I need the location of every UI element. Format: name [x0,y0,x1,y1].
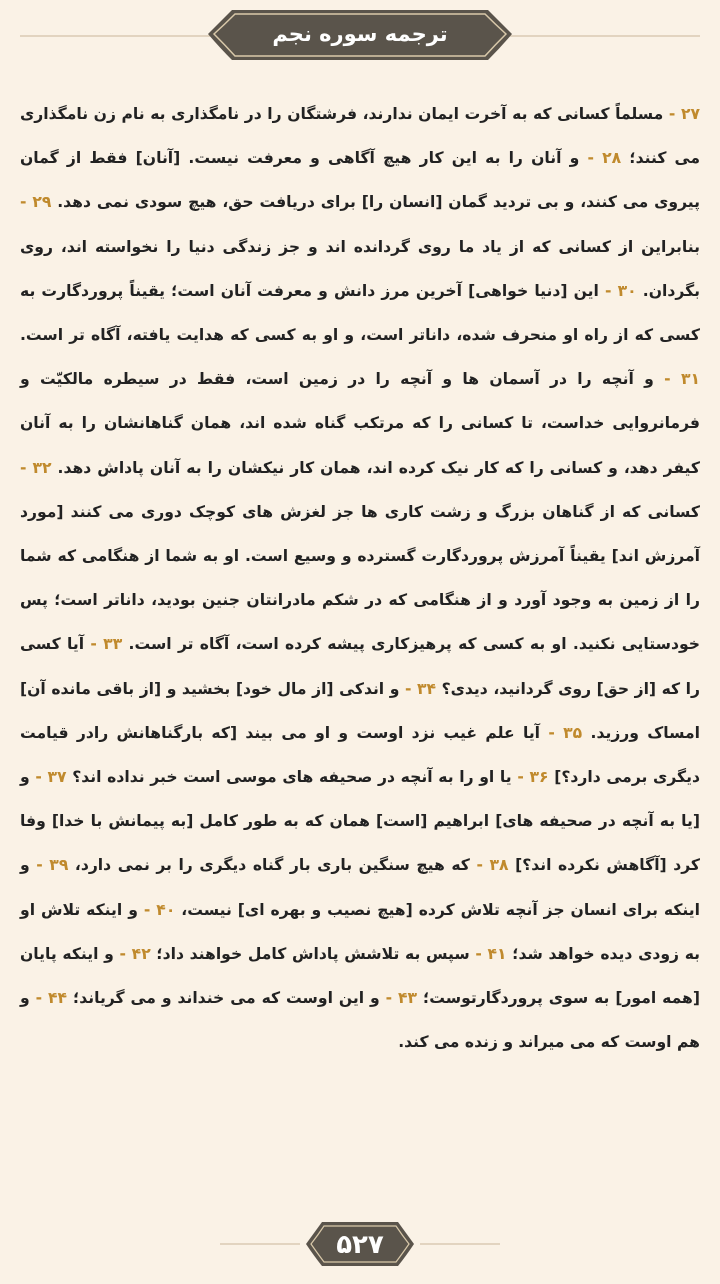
verse-number: ۳۹ - [29,856,69,875]
verse-number: ۲۸ - [579,149,622,168]
verse-number: ۲۹ - [20,193,52,212]
verse-number: ۳۴ - [399,679,437,698]
verse-text: مسلماً کسانی که به آخرت ایمان ندارند، فرشتگان را در نامگذاری به نام زن نامگذاری می کنند؛ [20,105,700,168]
verse-number: ۴۱ - [469,944,507,963]
verse-number: ۳۷ - [29,768,67,787]
verse-text: آیا کسی را که [از حق] روی گردانید، دیدی؟ [20,635,700,698]
verse-text: و اینکه برای انسان جز آنچه تلاش کرده [هیچ نصیب و بهره ای] نیست، [20,856,700,919]
verse-number: ۳۰ - [598,281,637,300]
verse-text: بنابراین از کسانی که از یاد ما روی گردانده اند و جز زندگی دنیا را نخواسته اند، روی بگردان. [20,237,701,300]
verse-text: آیا علم غیب نزد اوست و او می بیند [که بارگناهانش رادر قیامت دیگری برمی دارد؟] [20,723,700,787]
verse-text: این [دنیا خواهی] آخرین مرز دانش و معرفت آنان است؛ یقیناً پروردگارت به کسی که از راه او منحرف شده، داناتر است، و او به کسی که هدایت یافته، آگاه تر است. [20,281,700,345]
verse-text: و این اوست که می خنداند و می گریاند؛ [67,989,380,1008]
verse-number: ۳۸ - [469,856,509,875]
verse-text: و آنچه را در آسمان ها و آنچه را در زمین است، فقط در سیطره مالکیّت و فرمانروایی خداست، تا کسانی را که مرتکب گناه شده اند، همان گناهانشان را به آنان کیفر دهد، و کسانی را که کار نیک کرده اند، همان کار نیکشان را به آنان پاداش دهد. [20,370,700,477]
verse-text: کسانی که از گناهان بزرگ و زشت کاری ها جز لغزش های کوچک دوری می کنند [مورد آمرزش اند] یقیناً آمرزش پروردگارت گسترده و وسیع است. او به شما از هنگامی که شما را از زمین به وجود آورد و از هنگامی که در شکم مادرانتان جنین بودید، داناتر است؛ پس خودستایی نکنید. او به کسی که پرهیزکاری پیشه کرده است، آگاه تر است. [20,502,700,654]
verse-number: ۲۷ - [663,105,700,123]
title-banner [0,0,720,80]
verse-text: و اینکه پایان [همه امور] به سوی پروردگارتوست؛ [20,944,700,1008]
verse-text: سپس به تلاشش پاداش کامل خواهند داد؛ [150,944,470,963]
verse-number: ۳۱ - [653,370,700,389]
verse-text: و اندکی [از مال خود] بخشید و [از باقی مانده آن] امساک ورزید. [20,679,700,742]
verse-number: ۳۶ - [511,768,549,787]
verse-text: و [یا به آنچه در صحیفه های] ابراهیم [است] همان که به طور کامل [به پیمانش با خدا] وفا کرد [آگاهش نکرده اند؟] [20,768,700,875]
verse-text: و اینکه تلاش او به زودی دیده خواهد شد؛ [20,900,701,963]
verse-text: یا او را به آنچه در صحیفه های موسی است خبر نداده اند؟ [66,768,512,787]
page-title: ترجمه سوره نجم [272,22,448,46]
verse-number: ۳۳ - [84,635,123,654]
verse-text: و هم اوست که می میراند و زنده می کند. [20,989,700,1052]
translation-text [20,92,700,1152]
verse-text: و آنان را به این کار هیچ آگاهی و معرفت نیست. [آنان] فقط از گمان پیروی می کنند، و بی تردید گمان [انسان را] برای دریافت حق، هیچ سودی نمی دهد. [20,149,700,212]
verse-text: که هیچ سنگین باری بار گناه دیگری را بر نمی دارد، [68,856,470,875]
verse-number: ۴۰ - [137,900,176,919]
verse-number: ۴۲ - [113,944,151,963]
verse-number: ۳۲ - [20,458,52,477]
verse-number: ۴۳ - [379,989,418,1008]
page-number: ۵۲۷ [336,1230,384,1260]
verse-number: ۴۴ - [29,989,68,1008]
verse-number: ۳۵ - [540,723,583,742]
